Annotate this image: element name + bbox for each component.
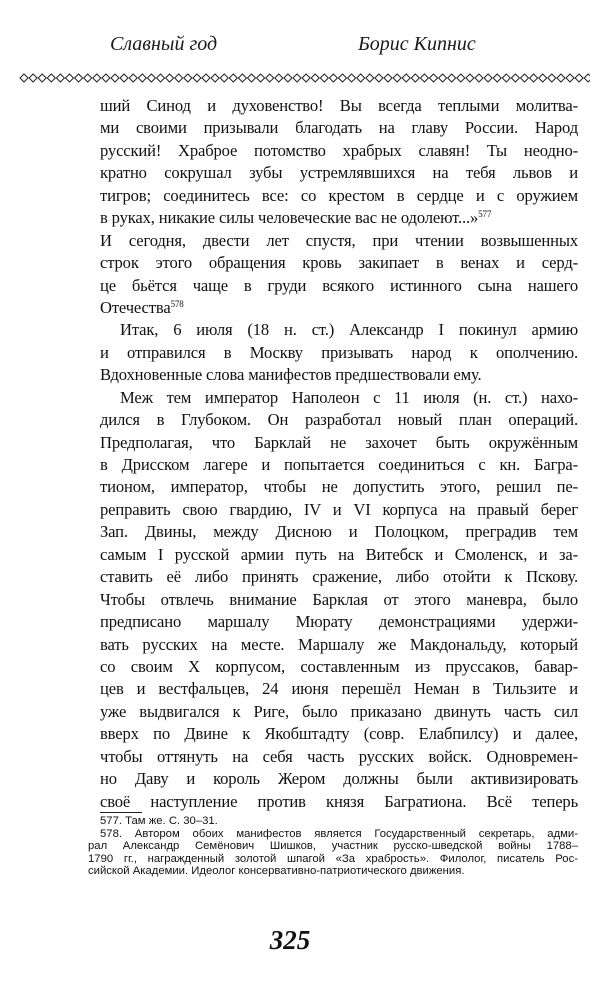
text-line: своё наступление против князя Багратиона. Всё теперь: [100, 791, 578, 811]
ornament-diamond: [66, 74, 74, 82]
ornament-diamond: [575, 74, 583, 82]
ornament-diamond: [339, 74, 347, 82]
ornament-diamond: [530, 74, 538, 82]
ornament-diamond: [539, 74, 547, 82]
text-line: в Дрисском лагере и попытается соединиться с кн. Багра-: [100, 455, 578, 474]
ornament-diamond: [584, 74, 590, 82]
text-line-content: в руках, никакие силы человеческие вас не одолеют...»: [100, 208, 479, 228]
text-line: но Даву и король Жером должны были активизировать: [100, 769, 578, 789]
text-line: со своим X корпусом, составленным из пруссаков, бавар-: [100, 656, 578, 676]
ornamental-border: [16, 72, 590, 84]
text-line: це бьётся чаще в груди всякого истинного сына нашего: [100, 275, 578, 295]
ornament-diamond: [157, 74, 165, 82]
ornament-diamond: [457, 74, 465, 82]
ornament-diamond: [366, 74, 374, 82]
text-line: дился в Глубоком. Он разработал новый план операций.: [100, 410, 578, 430]
ornament-diamond: [102, 74, 110, 82]
ornament-diamond: [302, 74, 310, 82]
footnotes: [88, 815, 578, 878]
footnote-577: 577. Там же. С. 30–31.: [100, 815, 218, 827]
text-line: ший Синод и духовенство! Вы всегда теплыми молитва-: [100, 96, 578, 115]
ornament-diamond: [484, 74, 492, 82]
footnote-line: рал Александр Семёнович Шишков, участник русско-шведской войны 1788–: [88, 840, 578, 853]
ornament-diamond: [466, 74, 474, 82]
ornament-diamond: [238, 74, 246, 82]
ornament-diamond: [20, 74, 28, 82]
ornament-diamond: [147, 74, 155, 82]
ornament-diamond: [320, 74, 328, 82]
ornament-diamond: [248, 74, 256, 82]
ornament-diamond: [502, 74, 510, 82]
text-line: реправить свою гвардию, IV и VI корпуса на правый берег: [100, 499, 578, 519]
ornament-diamond: [175, 74, 183, 82]
ornament-diamond: [56, 74, 64, 82]
footnote-line: сийской Академии. Идеолог консервативно-патриотического движения.: [88, 865, 465, 878]
text-line: предписано маршалу Мюрату демонстрациями удержи-: [100, 612, 578, 632]
ornament-diamond: [166, 74, 174, 82]
ornament-diamond: [229, 74, 237, 82]
ornament-diamond: [120, 74, 128, 82]
text-line: цев и вестфальцев, 24 июня перешёл Неман в Тильзите и: [100, 679, 578, 699]
ornament-diamond: [29, 74, 37, 82]
text-line: И сегодня, двести лет спустя, при чтении возвышенных: [100, 230, 578, 250]
ornament-diamond: [129, 74, 137, 82]
ornament-diamond: [402, 74, 410, 82]
text-line: тигров; соединитесь все: со крестом в сердце и с оружием: [100, 185, 578, 205]
text-line: ставить её либо принять сражение, либо отойти к Пскову.: [100, 567, 578, 587]
running-header-author: Борис Кипнис: [358, 33, 476, 55]
ornament-diamond: [75, 74, 83, 82]
ornament-diamond: [430, 74, 438, 82]
text-line: ми своими призывали благодать на главу России. Народ: [100, 118, 578, 138]
text-line: кратно сокрушал зубы устремлявшихся на тебя львов и: [100, 163, 578, 183]
text-line: Вдохновенные слова манифестов предшествовали ему.: [100, 365, 482, 385]
ornament-diamond: [293, 74, 301, 82]
ornament-diamond: [84, 74, 92, 82]
ornament-diamond: [47, 74, 55, 82]
ornament-diamond: [138, 74, 146, 82]
ornament-diamond: [220, 74, 228, 82]
text-line: Меж тем император Наполеон с 11 июля (н. ст.) нахо-: [120, 387, 578, 407]
ornament-diamond: [266, 74, 274, 82]
footnote-rule: [100, 812, 142, 813]
footnote-578: 578. Автором обоих манифестов является Государственный секретарь, адми-: [100, 827, 578, 840]
text-line: Предполагая, что Барклай не захочет быть окружённым: [100, 432, 578, 452]
text-line: вверх по Двине к Якобштадту (совр. Елабпилсу) и далее,: [100, 724, 578, 744]
text-line: Зап. Двины, между Дисною и Полоцком, преградив тем: [100, 522, 578, 542]
text-line: и отправился в Москву призывать народ к ополчению.: [100, 342, 578, 362]
text-line: Чтобы отвлечь внимание Барклая от этого маневра, было: [100, 589, 578, 609]
ornament-diamond: [38, 74, 46, 82]
text-line: самым I русской армии путь на Витебск и Смоленск, и за-: [100, 544, 578, 564]
ornament-diamond: [566, 74, 574, 82]
ornament-diamond: [475, 74, 483, 82]
text-line: [100, 297, 578, 319]
ornament-diamond: [275, 74, 283, 82]
ornament-diamond: [375, 74, 383, 82]
text-line: русский! Храброе потомство храбрых славян! Ты неодно-: [100, 140, 578, 160]
ornament-diamond: [93, 74, 101, 82]
ornament-diamond: [193, 74, 201, 82]
ornament-diamond: [184, 74, 192, 82]
text-line-content: Отечества: [100, 297, 171, 317]
ornament-diamond: [493, 74, 501, 82]
ornament-diamond: [548, 74, 556, 82]
text-line: строк этого обращения кровь закипает в венах и серд-: [100, 253, 578, 273]
ornament-diamond: [511, 74, 519, 82]
ornament-diamond: [311, 74, 319, 82]
ornament-diamond: [284, 74, 292, 82]
ornament-diamond: [384, 74, 392, 82]
ornament-diamond: [211, 74, 219, 82]
ornament-diamond: [111, 74, 119, 82]
text-line: тионом, император, чтобы не допустить этого, решил пе-: [100, 477, 578, 497]
ornament-diamond: [257, 74, 265, 82]
ornament-diamond: [411, 74, 419, 82]
text-line: уже выдвигался к Риге, было приказано двинуть часть сил: [100, 701, 578, 721]
footnote-ref-577: 577: [478, 209, 492, 220]
page-number: 325: [269, 925, 311, 955]
text-line: [100, 207, 578, 229]
text-line: Итак, 6 июля (18 н. ст.) Александр I покинул армию: [120, 320, 578, 340]
running-header-title: Славный год: [110, 33, 218, 55]
ornament-diamond: [439, 74, 447, 82]
ornament-diamond: [393, 74, 401, 82]
ornament-diamond: [420, 74, 428, 82]
footnote-ref-578: 578: [170, 298, 184, 309]
ornament-diamond: [448, 74, 456, 82]
ornament-diamond: [357, 74, 365, 82]
text-line: чтобы оттянуть на себя часть русских войск. Одновремен-: [100, 746, 578, 766]
footnote-line: 1790 гг., награжденный золотой шпагой «За храбрость». Филолог, писатель Рос-: [88, 852, 578, 865]
body-text: [100, 95, 578, 813]
ornament-diamond: [521, 74, 529, 82]
ornament-diamond: [329, 74, 337, 82]
ornament-diamond: [202, 74, 210, 82]
text-line: вать русских на месте. Маршалу же Макдональду, который: [100, 634, 578, 654]
ornament-diamond: [557, 74, 565, 82]
ornament-diamond: [348, 74, 356, 82]
